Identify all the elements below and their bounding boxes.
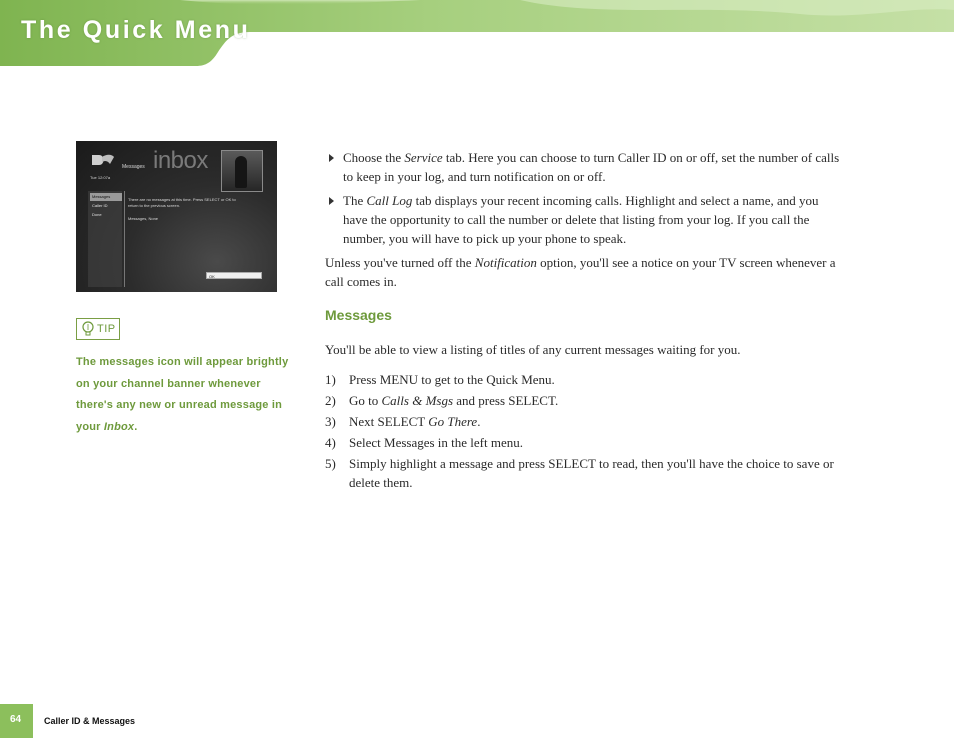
step-number: 4) xyxy=(325,435,336,450)
step-number: 5) xyxy=(325,456,336,471)
step-text: . xyxy=(477,414,481,429)
inbox-heading: inbox xyxy=(153,147,208,174)
bullet-text: tab displays your recent incoming calls. Highlight and select a name, and you have the opportunity to call the number or delete that listing from your log. If you call the number, you will have to pick up your phone to speak. xyxy=(343,193,819,246)
footer-section-label: Caller ID & Messages xyxy=(44,716,136,726)
bullet-em: Service xyxy=(404,150,443,165)
step-number: 1) xyxy=(325,372,336,387)
step-em: Go There xyxy=(428,414,478,429)
video-preview xyxy=(221,150,263,192)
bullet-text: Choose the xyxy=(343,150,405,165)
lightbulb-icon xyxy=(81,321,95,337)
bullet-item xyxy=(325,148,845,186)
screen-message-line: return to the previous screen. xyxy=(128,203,181,208)
step-text: and press SELECT. xyxy=(453,393,559,408)
step-text: Press MENU to get to the Quick Menu. xyxy=(349,372,555,387)
step-em: Calls & Msgs xyxy=(381,393,454,408)
step-text: Go to xyxy=(349,393,382,408)
page-number-tab xyxy=(0,704,33,738)
screen-divider xyxy=(124,191,125,287)
step-number: 3) xyxy=(325,414,336,429)
screen-menu-item: Caller ID xyxy=(92,203,108,208)
step-number: 2) xyxy=(325,393,336,408)
presenter-figure xyxy=(235,156,247,188)
step-item xyxy=(325,412,845,431)
step-text: Next SELECT xyxy=(349,414,429,429)
inbox-screenshot xyxy=(76,141,277,292)
messages-intro: You'll be able to view a listing of titles of any current messages waiting for you. xyxy=(325,342,741,357)
directv-logo-icon xyxy=(90,153,116,169)
step-item xyxy=(325,370,845,389)
tip-text-part: . xyxy=(134,420,138,433)
page-number: 64 xyxy=(10,714,22,725)
tip-text-em: Inbox xyxy=(103,420,135,433)
bullet-text: The xyxy=(343,193,367,208)
step-text: Simply highlight a message and press SELECT to read, then you'll have the choice to save or delete them. xyxy=(349,456,834,490)
step-item xyxy=(325,454,845,492)
main-text xyxy=(325,148,845,291)
triangle-bullet-icon xyxy=(329,154,334,162)
messages-heading: Messages xyxy=(325,307,392,323)
tip-text xyxy=(76,352,291,438)
step-item xyxy=(325,391,845,410)
step-text: Select Messages in the left menu. xyxy=(349,435,524,450)
screen-message-line: There are no messages at this time. Press SELECT or OK to xyxy=(128,197,236,202)
para-em: Notification xyxy=(474,255,537,270)
para-text: option, you'll see a notice on your TV screen whenever a call comes in. xyxy=(325,255,836,289)
bullet-text: tab. Here you can choose to turn Caller ID on or off, set the number of calls to keep in your log, and turn notification on or off. xyxy=(343,150,840,184)
steps-list xyxy=(325,370,845,494)
bullet-em: Call Log xyxy=(366,193,413,208)
screen-list-header: Messages, None xyxy=(128,216,159,221)
step-item xyxy=(325,433,845,452)
para-text: Unless you've turned off the xyxy=(325,255,475,270)
screen-time: Tue 12:07a xyxy=(90,175,111,180)
notification-paragraph xyxy=(325,253,845,291)
page-title: The Quick Menu xyxy=(21,16,251,44)
screen-section-label: Messages xyxy=(122,164,145,170)
screen-menu-item: Messages xyxy=(90,193,122,201)
screen-menu-item: Done xyxy=(92,212,102,217)
header-band xyxy=(0,0,954,66)
triangle-bullet-icon xyxy=(329,197,334,205)
screen-ok-bar: OK xyxy=(206,272,262,279)
tip-text-part: The messages icon will appear brightly on your channel banner whenever there's any new or unread message in your xyxy=(76,356,289,433)
bullet-item xyxy=(325,191,845,248)
tip-label: TIP xyxy=(97,323,116,335)
tip-badge xyxy=(76,318,120,340)
